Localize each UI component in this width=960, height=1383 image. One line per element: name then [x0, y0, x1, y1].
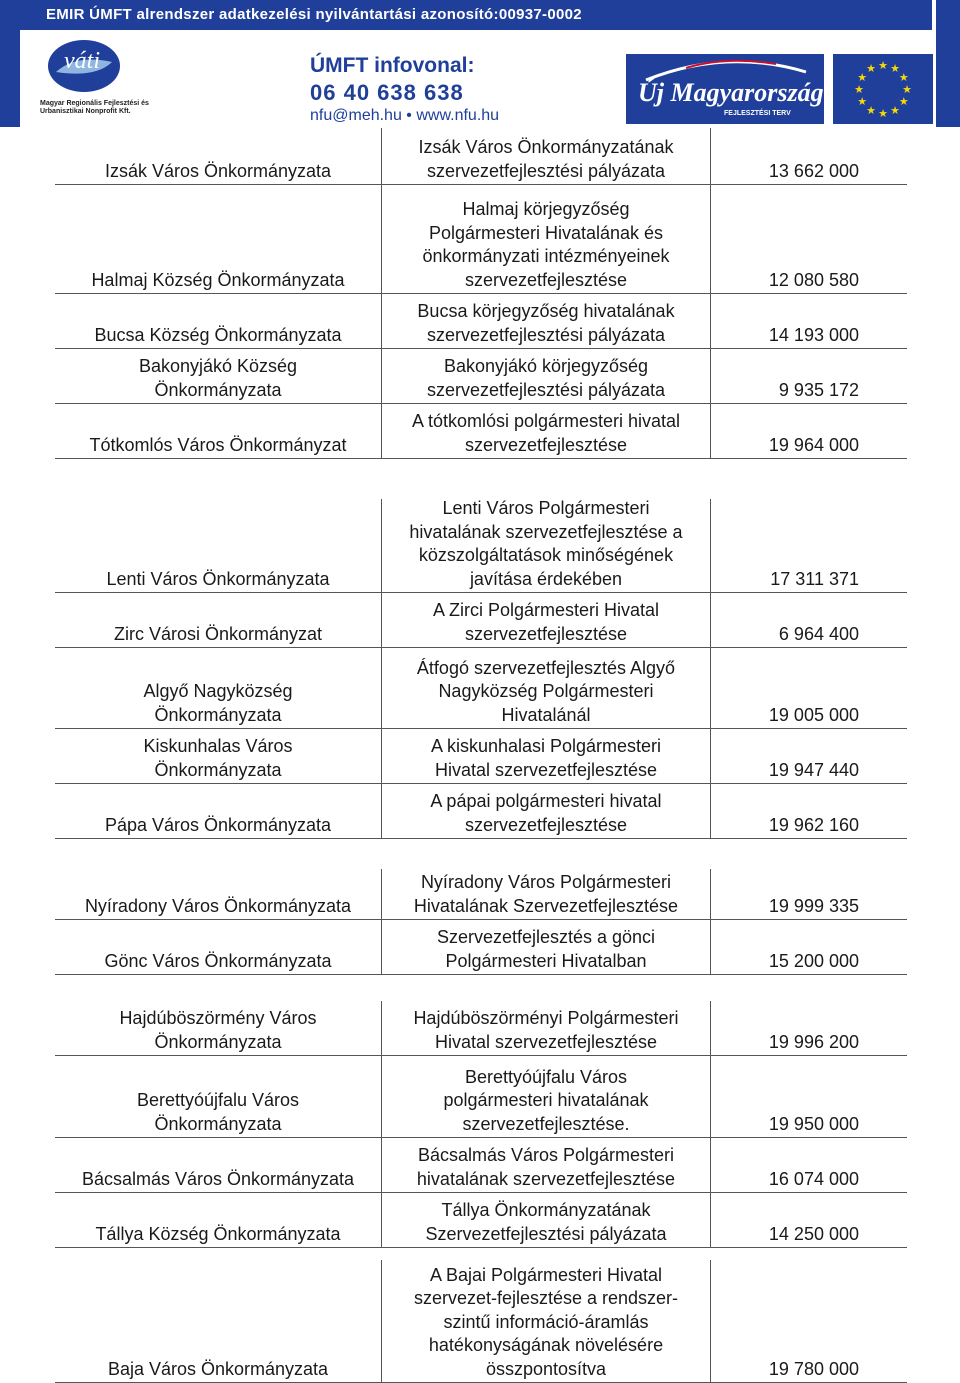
project-title-cell: [381, 784, 711, 838]
project-title-cell: [381, 1193, 711, 1247]
project-title-line: Bácsalmás Város Polgármesteri: [417, 1145, 675, 1165]
amount-cell: [711, 784, 907, 838]
org-name-line: Baja Város Önkormányzata: [107, 1358, 329, 1379]
amount-cell: [711, 729, 907, 783]
table-row: [55, 1138, 907, 1193]
table-row: [55, 920, 907, 975]
amount-value: 15 200 000: [768, 950, 859, 971]
project-title-cell: [381, 729, 711, 783]
infovonal-phone: 06 40 638 638: [310, 80, 464, 105]
org-name-line: Algyő Nagyközség: [143, 681, 293, 701]
project-title-cell: [381, 648, 711, 728]
eu-star-icon: ★: [890, 104, 900, 117]
org-name-cell: [55, 1056, 381, 1137]
amount-cell: [711, 1138, 907, 1192]
amount-cell: [711, 404, 907, 458]
project-title-line: Nyíradony Város Polgármesteri: [420, 872, 672, 892]
table-row: [55, 729, 907, 784]
org-name-cell: [55, 1001, 381, 1055]
table-row: [55, 1260, 907, 1383]
eu-flag: [833, 54, 933, 124]
table-row: [55, 1056, 907, 1138]
project-title-line: polgármesteri hivatalának: [443, 1090, 649, 1110]
project-title-line: Szervezetfejlesztési pályázata: [425, 1223, 667, 1244]
project-title-line: Izsák Város Önkormányzatának: [418, 137, 674, 157]
amount-value: 19 962 160: [768, 814, 859, 835]
table-row: [55, 784, 907, 839]
eu-star-icon: ★: [878, 60, 888, 72]
project-title-line: Polgármesteri Hivatalának és: [428, 222, 664, 243]
amount-value: 17 311 371: [770, 568, 859, 589]
grants-table: [55, 128, 907, 1383]
org-name-line: Lenti Város Önkormányzata: [106, 568, 330, 589]
org-name-line: Tótkomlós Város Önkormányzat: [89, 434, 347, 455]
project-title-line: Tállya Önkormányzatának: [441, 1200, 651, 1220]
project-title-line: A kiskunhalasi Polgármesteri: [430, 736, 662, 756]
org-name-cell: [55, 784, 381, 838]
project-title-line: Lenti Város Polgármesteri: [442, 498, 650, 518]
project-title-cell: [381, 404, 711, 458]
org-name-cell: [55, 869, 381, 919]
project-title-line: Hivatal szervezetfejlesztése: [434, 759, 658, 780]
project-title-cell: [381, 593, 711, 647]
right-color-strip: [936, 0, 960, 127]
project-title-line: Nagyközség Polgármesteri: [438, 681, 654, 701]
org-name-cell: [55, 593, 381, 647]
amount-value: 14 193 000: [768, 324, 859, 345]
amount-cell: [711, 1260, 907, 1382]
eu-star-icon: ★: [898, 96, 909, 108]
org-name-cell: [55, 185, 381, 293]
amount-cell: [711, 185, 907, 293]
project-title-cell: [381, 128, 711, 184]
table-row: [55, 499, 907, 593]
org-name-cell: [55, 294, 381, 348]
table-row: [55, 349, 907, 404]
project-title-line: Halmaj körjegyzőség: [462, 199, 630, 219]
org-name-line: Önkormányzata: [154, 1031, 282, 1052]
amount-value: 19 780 000: [768, 1358, 859, 1379]
org-name-line: Önkormányzata: [154, 704, 282, 725]
org-name-line: Hajdúböszörmény Város: [119, 1008, 317, 1028]
project-title-line: Szervezetfejlesztés a gönci: [436, 927, 656, 947]
amount-value: 19 996 200: [768, 1031, 859, 1052]
amount-value: 19 950 000: [768, 1113, 859, 1134]
org-name-line: Bakonyjákó Község: [138, 356, 298, 376]
amount-cell: [711, 648, 907, 728]
amount-cell: [711, 499, 907, 592]
org-name-cell: [55, 404, 381, 458]
vati-org-name: Magyar Regionális Fejlesztési és Urbanisztikai Nonprofit Kft.: [40, 100, 149, 115]
project-title-line: közszolgáltatások minőségének: [418, 545, 674, 565]
amount-value: 19 005 000: [768, 704, 859, 725]
org-name-line: Zirc Városi Önkormányzat: [113, 623, 323, 644]
table-spacer: [55, 1248, 907, 1260]
project-title-line: szintű információ-áramlás: [443, 1311, 649, 1332]
org-name-cell: [55, 1260, 381, 1382]
org-name-line: Berettyóújfalu Város: [136, 1090, 300, 1110]
table-row: [55, 128, 907, 185]
org-name-line: Önkormányzata: [154, 379, 282, 400]
table-spacer: [55, 839, 907, 869]
left-color-strip: [0, 0, 20, 127]
top-banner: [20, 0, 932, 30]
org-name-cell: [55, 128, 381, 184]
project-title-line: Átfogó szervezetfejlesztés Algyő: [416, 657, 676, 678]
eu-star-icon: ★: [890, 63, 900, 76]
project-title-cell: [381, 499, 711, 592]
org-name-cell: [55, 729, 381, 783]
table-spacer: [55, 975, 907, 1001]
project-title-cell: [381, 1138, 711, 1192]
program-logo-text: Új Magyarország: [638, 78, 824, 107]
table-row: [55, 294, 907, 349]
org-name-cell: [55, 349, 381, 403]
project-title-line: A pápai polgármesteri hivatal: [430, 791, 662, 811]
project-title-cell: [381, 1001, 711, 1055]
amount-cell: [711, 294, 907, 348]
project-title-line: szervezetfejlesztési pályázata: [426, 324, 666, 345]
project-title-line: hatékonyságának növelésére: [428, 1335, 664, 1355]
project-title-line: Hivatalának Szervezetfejlesztése: [413, 895, 679, 916]
project-title-cell: [381, 1260, 711, 1382]
project-title-cell: [381, 920, 711, 974]
project-title-line: javítása érdekében: [469, 568, 623, 589]
eu-star-icon: ★: [866, 104, 876, 117]
org-name-line: Pápa Város Önkormányzata: [104, 814, 332, 835]
page-header: [0, 0, 960, 127]
project-title-line: szervezetfejlesztése: [464, 814, 628, 835]
project-title-line: hivatalának szervezetfejlesztése: [416, 1168, 676, 1189]
org-name-cell: [55, 920, 381, 974]
amount-value: 12 080 580: [768, 269, 859, 290]
org-name-line: Bácsalmás Város Önkormányzata: [81, 1168, 355, 1189]
project-title-line: Bakonyjákó körjegyzőség: [443, 356, 649, 376]
table-row: [55, 648, 907, 729]
amount-value: 13 662 000: [768, 160, 859, 181]
top-banner-text: EMIR ÚMFT alrendszer adatkezelési nyilvántartási azonosító:00937-0002: [46, 6, 582, 23]
org-name-line: Nyíradony Város Önkormányzata: [84, 895, 352, 916]
program-logo-subtitle: FEJLESZTÉSI TERV: [724, 110, 791, 117]
org-name-line: Gönc Város Önkormányzata: [104, 950, 332, 971]
table-row: [55, 404, 907, 459]
project-title-line: szervezetfejlesztése: [464, 623, 628, 644]
vati-logo-text: váti: [64, 48, 100, 74]
table-row: [55, 185, 907, 294]
project-title-line: Bucsa körjegyzőség hivatalának: [417, 301, 675, 321]
project-title-line: A tótkomlósi polgármesteri hivatal: [411, 411, 681, 431]
infovonal-title: ÚMFT infovonal:: [310, 54, 475, 77]
project-title-cell: [381, 1056, 711, 1137]
amount-value: 14 250 000: [768, 1223, 859, 1244]
amount-value: 9 935 172: [778, 379, 859, 400]
amount-cell: [711, 1056, 907, 1137]
project-title-line: Hivatalánál: [501, 704, 591, 725]
org-name-cell: [55, 648, 381, 728]
org-name-line: Önkormányzata: [154, 1113, 282, 1134]
amount-value: 19 964 000: [768, 434, 859, 455]
eu-star-icon: ★: [857, 72, 868, 84]
org-name-cell: [55, 1138, 381, 1192]
project-title-line: szervezetfejlesztési pályázata: [426, 379, 666, 400]
org-name-line: Izsák Város Önkormányzata: [104, 160, 332, 181]
project-title-cell: [381, 349, 711, 403]
project-title-cell: [381, 185, 711, 293]
org-name-line: Bucsa Község Önkormányzata: [94, 324, 342, 345]
eu-star-icon: ★: [866, 63, 876, 76]
project-title-line: Berettyóújfalu Város: [464, 1066, 628, 1087]
project-title-line: Hajdúböszörményi Polgármesteri: [413, 1008, 679, 1028]
project-title-line: szervezetfejlesztése.: [462, 1113, 630, 1134]
eu-star-icon: ★: [857, 96, 868, 108]
project-title-line: összpontosítva: [485, 1358, 607, 1379]
org-name-line: Tállya Község Önkormányzata: [95, 1223, 341, 1244]
amount-cell: [711, 1001, 907, 1055]
amount-cell: [711, 869, 907, 919]
table-row: [55, 1193, 907, 1248]
eu-star-icon: ★: [898, 72, 909, 84]
org-name-line: Önkormányzata: [154, 759, 282, 780]
uj-magyarorszag-logo: [626, 54, 824, 124]
project-title-line: szervezetfejlesztési pályázata: [426, 160, 666, 181]
project-title-line: szervezetfejlesztése: [464, 434, 628, 455]
amount-cell: [711, 128, 907, 184]
project-title-cell: [381, 869, 711, 919]
amount-value: 19 947 440: [768, 759, 859, 780]
amount-cell: [711, 920, 907, 974]
org-name-cell: [55, 499, 381, 592]
table-row: [55, 869, 907, 920]
project-title-line: Polgármesteri Hivatalban: [445, 950, 647, 971]
contact-links: nfu@meh.hu • www.nfu.hu: [310, 107, 500, 124]
project-title-line: hivatalának szervezetfejlesztése a: [409, 521, 683, 542]
org-name-line: Kiskunhalas Város: [143, 736, 293, 756]
project-title-line: A Bajai Polgármesteri Hivatal: [429, 1264, 663, 1285]
eu-star-icon: ★: [902, 84, 912, 96]
project-title-line: A Zirci Polgármesteri Hivatal: [432, 600, 660, 620]
amount-value: 19 999 335: [768, 895, 859, 916]
table-row: [55, 593, 907, 648]
eu-star-icon: ★: [854, 84, 864, 96]
table-spacer: [55, 459, 907, 499]
amount-cell: [711, 349, 907, 403]
amount-value: 6 964 400: [778, 623, 859, 644]
project-title-line: szervezet-fejlesztése a rendszer-: [413, 1288, 679, 1308]
org-name-line: Halmaj Község Önkormányzata: [91, 269, 345, 290]
project-title-line: Hivatal szervezetfejlesztése: [434, 1031, 658, 1052]
amount-cell: [711, 593, 907, 647]
project-title-line: szervezetfejlesztése: [464, 269, 628, 290]
eu-star-icon: ★: [878, 108, 888, 120]
table-row: [55, 1001, 907, 1056]
amount-cell: [711, 1193, 907, 1247]
project-title-cell: [381, 294, 711, 348]
project-title-line: önkormányzati intézményeinek: [422, 246, 670, 266]
org-name-cell: [55, 1193, 381, 1247]
amount-value: 16 074 000: [768, 1168, 859, 1189]
